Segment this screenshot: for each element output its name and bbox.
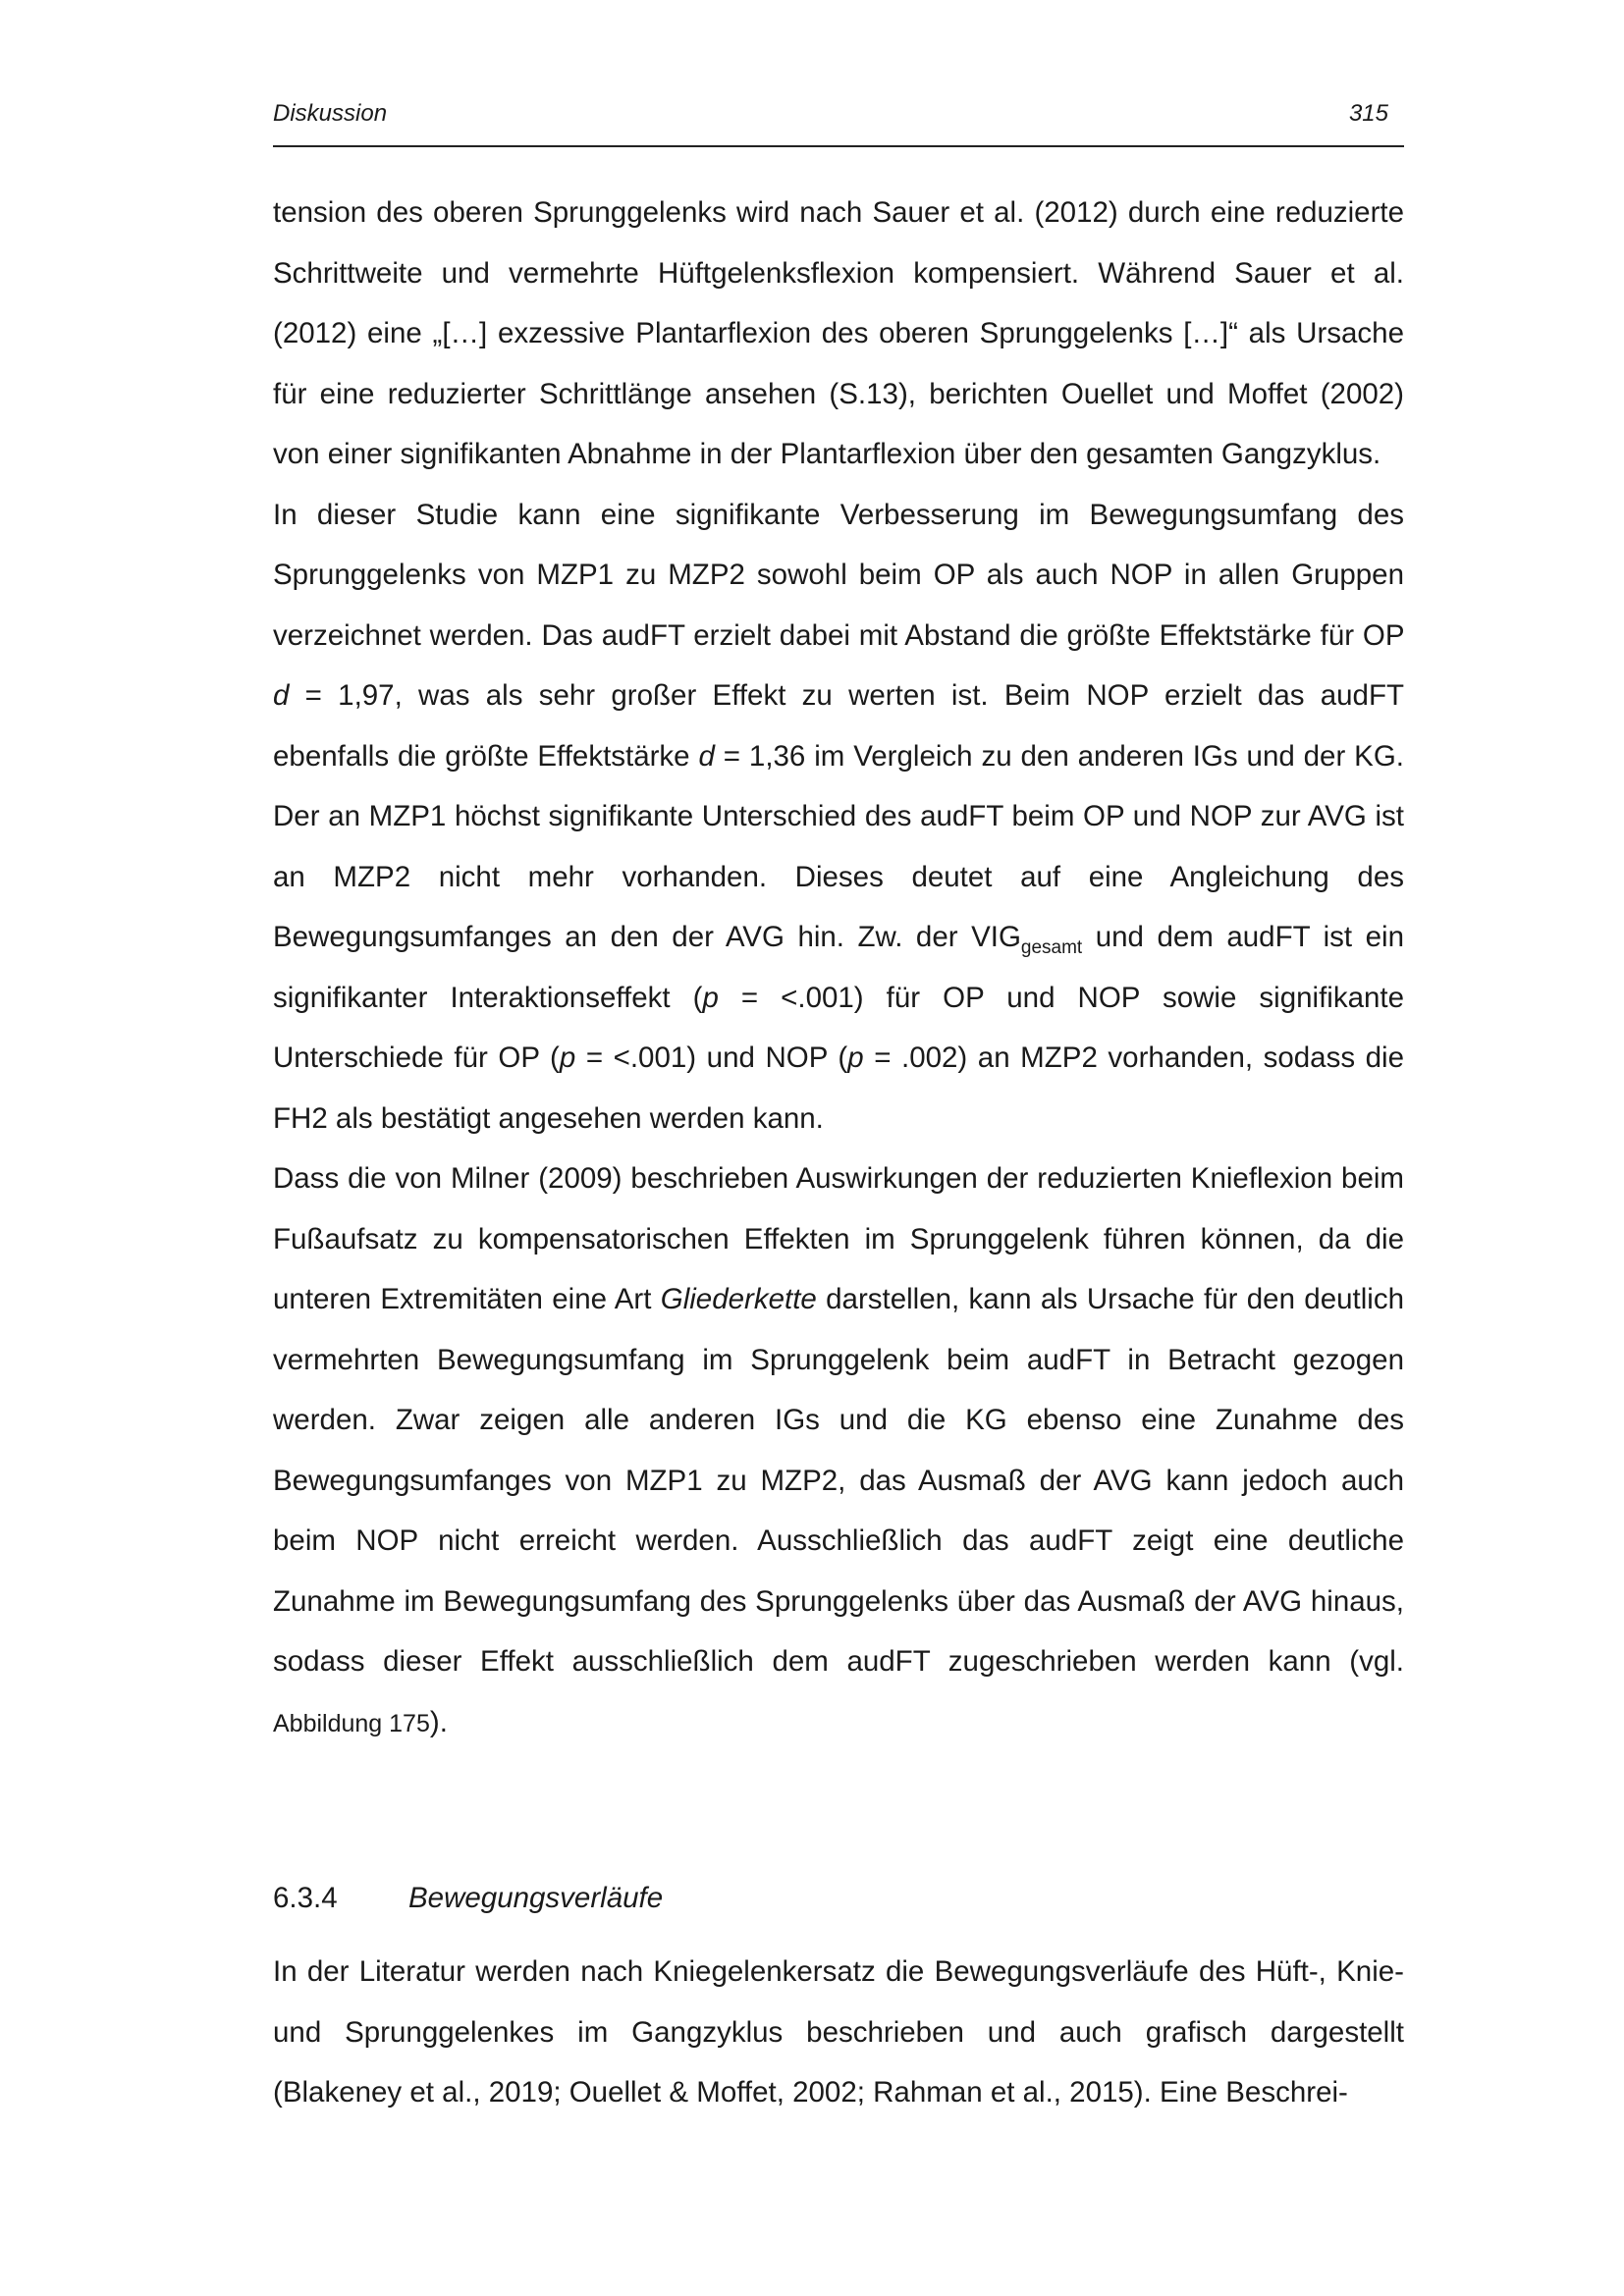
page-number: 315 [1348,100,1388,127]
text-run: Dass die von Milner (2009) beschrieben Auswirkungen der reduzierten Knieflexion beim Fußaufsatz zu kompensatorischen Effekten im Sprunggelenk führen können, da die unteren Extremitäten eine Art [273,1162,1404,1315]
effect-size-symbol: d [273,679,290,712]
paragraph: In der Literatur werden nach Kniegelenkersatz die Bewegungsverläufe des Hüft-, Knie- und Sprunggelenkes im Gangzyklus beschrieben und auch grafisch dargestellt (Blakeney et al., 2019; Ouellet & Moffet, 2002; Rahman et al., 2015). Eine Beschrei- [273,1955,1404,2109]
text-run: darstellen, kann als Ursache für den deutlich vermehrten Bewegungsumfang im Sprunggelenk beim audFT in Betracht gezogen werden. Zwar zeigen alle anderen IGs und die KG ebenso eine Zunahme des Bewegungsumfanges von MZP1 zu MZP2, das Ausmaß der AVG kann jedoch auch beim NOP nicht erreicht werden. Ausschließlich das audFT zeigt eine deutliche Zunahme im Bewegungsumfang des Sprunggelenks über das Ausmaß der AVG hinaus, sodass dieser Effekt ausschließlich dem audFT zugeschrieben werden kann (vgl. [273,1283,1404,1678]
text-run: ). [429,1705,448,1738]
text-run: = 1,36 im Vergleich zu den anderen IGs und der KG. Der an MZP1 höchst signifikante Unterschied des audFT beim OP und NOP zur AVG ist an MZP2 nicht mehr vorhanden. Dieses deutet auf eine Angleichung des Bewegungsumfanges an den der AVG hin. Zw. der VIG [273,739,1404,953]
paragraph: tension des oberen Sprunggelenks wird nach Sauer et al. (2012) durch eine reduzierte Schrittweite und vermehrte Hüftgelenksflexion kompensiert. Während Sauer et al. (2012) eine „[…] exzessive Plantarflexion des oberen Sprunggelenks […]“ als Ursache für eine reduzierter Schrittlänge ansehen (S.13), berichten Ouellet und Moffet (2002) von einer signifikanten Abnahme in der Plantarflexion über den gesamten Gangzyklus. [273,196,1404,470]
text-run: In dieser Studie kann eine signifikante Verbesserung im Bewegungsumfang des Sprunggelenks von MZP1 zu MZP2 sowohl beim OP als auch NOP in allen Gruppen verzeichnet werden. Das audFT erzielt dabei mit Abstand die größte Effektstärke für OP [273,498,1404,652]
figure-reference: Abbildung 175 [273,1709,430,1737]
section-title: Bewegungsverläufe [408,1882,664,1914]
running-header [273,96,1404,147]
header-section-title: Diskussion [273,100,388,127]
text-run: = 1,97, was als sehr großer Effekt zu werten ist. Beim NOP erzielt das audFT ebenfalls die größte Effektstärke [273,679,1404,773]
p-value-symbol: p [847,1041,864,1074]
text-run: und dem audFT ist ein signifikanter Interaktionseffekt ( [273,921,1404,1014]
body-text-block [273,183,1404,1754]
paragraph [273,485,1404,1149]
effect-size-symbol: d [698,739,715,773]
p-value-symbol: p [559,1041,576,1074]
italic-term: Gliederkette [660,1283,817,1315]
section-heading [273,1879,1404,1918]
paragraph [273,1148,1404,1754]
text-run: = <.001) für OP und NOP sowie signifikante Unterschiede für OP ( [273,981,1404,1074]
body-text-block [273,1942,1404,2123]
text-run: = .002) an MZP2 vorhanden, sodass die FH2 als bestätigt angesehen werden kann. [273,1041,1405,1135]
subscript: gesamt [1020,936,1083,958]
text-run: = <.001) und NOP ( [575,1041,848,1074]
section-number: 6.3.4 [273,1882,338,1914]
p-value-symbol: p [702,981,719,1014]
